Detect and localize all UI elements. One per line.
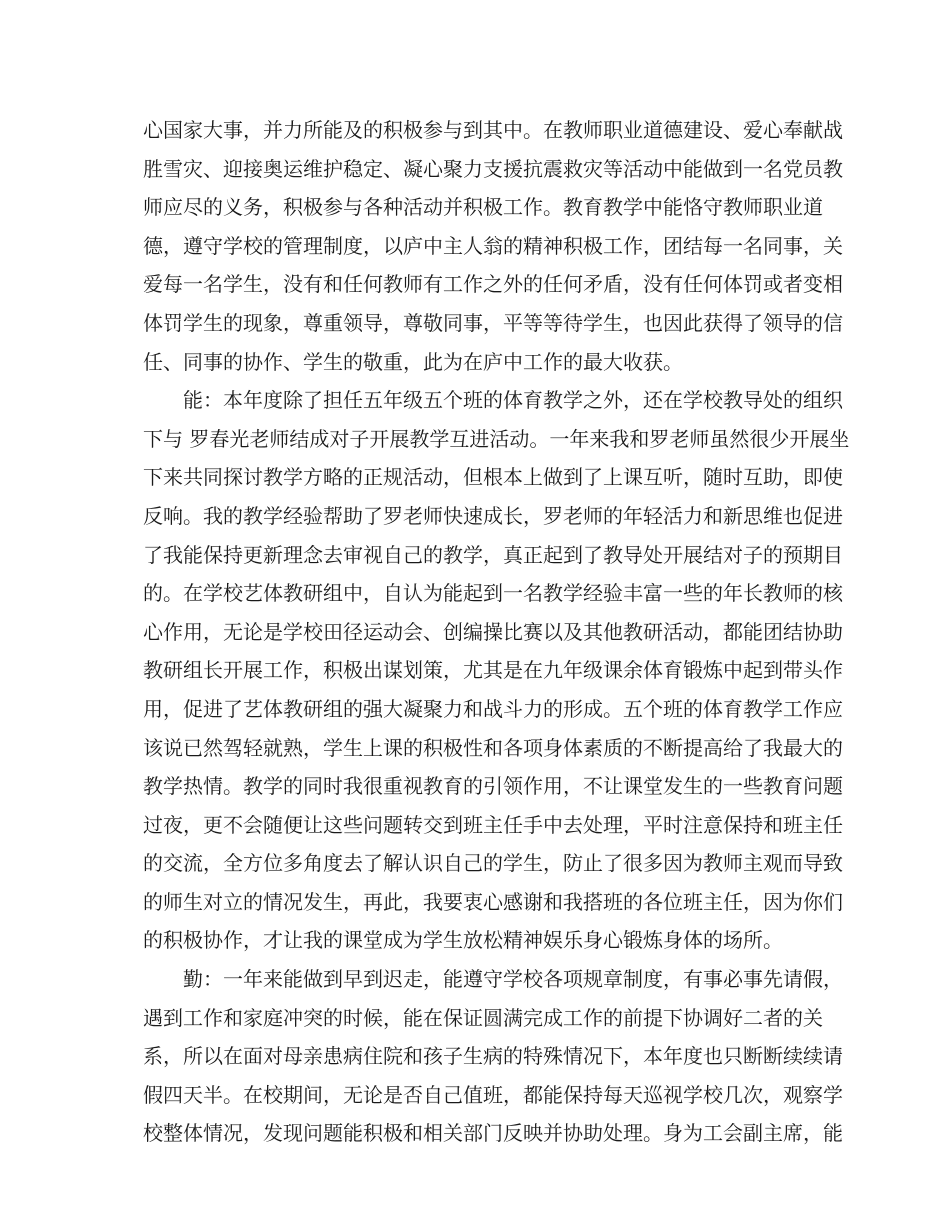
text-line: 遇到工作和家庭冲突的时候，能在保证圆满完成工作的前提下协调好二者的关 — [143, 1005, 823, 1030]
text-line: 胜雪灾、迎接奥运维护稳定、凝心聚力支援抗震救灾等活动中能做到一名党员教 — [143, 156, 843, 181]
text-line: 体罚学生的现象，尊重领导，尊敬同事，平等等待学生，也因此获得了领导的信 — [143, 310, 843, 335]
text-line: 爱每一名学生，没有和任何教师有工作之外的任何矛盾，没有任何体罚或者变相 — [143, 272, 843, 297]
text-line: 系，所以在面对母亲患病住院和孩子生病的特殊情况下，本年度也只断断续续请 — [143, 1044, 843, 1069]
text-line: 过夜，更不会随便让这些问题转交到班主任手中去处理，平时注意保持和班主任 — [143, 812, 843, 837]
text-line: 了我能保持更新理念去审视自己的教学，真正起到了教导处开展结对子的预期目 — [143, 542, 843, 567]
text-line: 下与 罗春光老师结成对子开展教学互进活动。一年来我和罗老师虽然很少开展坐 — [143, 426, 850, 451]
text-line: 心国家大事，并力所能及的积极参与到其中。在教师职业道德建设、爱心奉献战 — [143, 118, 843, 142]
paragraph-first-line: 能：本年度除了担任五年级五个班的体育教学之外，还在学校教导处的组织 — [183, 388, 843, 413]
text-line: 的。在学校艺体教研组中，自认为能起到一名教学经验丰富一些的年长教师的核 — [143, 581, 843, 606]
text-line: 该说已然驾轻就熟，学生上课的积极性和各项身体素质的不断提高给了我最大的 — [143, 735, 843, 760]
text-line: 师应尽的义务，积极参与各种活动并积极工作。教育教学中能恪守教师职业道 — [143, 195, 823, 220]
paragraph-first-line: 勤：一年来能做到早到迟走，能遵守学校各项规章制度，有事必事先请假， — [183, 967, 843, 992]
text-line: 假四天半。在校期间，无论是否自己值班，都能保持每天巡视学校几次，观察学 — [143, 1082, 843, 1107]
text-line: 德，遵守学校的管理制度，以庐中主人翁的精神积极工作，团结每一名同事，关 — [143, 233, 843, 258]
text-line: 下来共同探讨教学方略的正规活动，但根本上做到了上课互听，随时互助，即使 — [143, 465, 843, 490]
text-line: 教研组长开展工作，积极出谋划策，尤其是在九年级课余体育锻炼中起到带头作 — [143, 658, 843, 683]
text-line: 教学热情。教学的同时我很重视教育的引领作用，不让课堂发生的一些教育问题 — [143, 774, 843, 799]
text-line: 用，促进了艺体教研组的强大凝聚力和战斗力的形成。五个班的体育教学工作应 — [143, 696, 843, 721]
text-line: 任、同事的协作、学生的敬重，此为在庐中工作的最大收获。 — [143, 349, 683, 374]
document-body — [143, 111, 850, 1153]
text-line: 反响。我的教学经验帮助了罗老师快速成长，罗老师的年轻活力和新思维也促进 — [143, 503, 843, 528]
text-line: 心作用，无论是学校田径运动会、创编操比赛以及其他教研活动，都能团结协助 — [143, 619, 843, 644]
text-line: 的积极协作，才让我的课堂成为学生放松精神娱乐身心锻炼身体的场所。 — [143, 928, 783, 953]
text-line: 的师生对立的情况发生，再此，我要衷心感谢和我搭班的各位班主任，因为你们 — [143, 889, 843, 914]
text-line: 校整体情况，发现问题能积极和相关部门反映并协助处理。身为工会副主席，能 — [143, 1121, 843, 1146]
text-line: 的交流，全方位多角度去了解认识自己的学生，防止了很多因为教师主观而导致 — [143, 851, 843, 876]
